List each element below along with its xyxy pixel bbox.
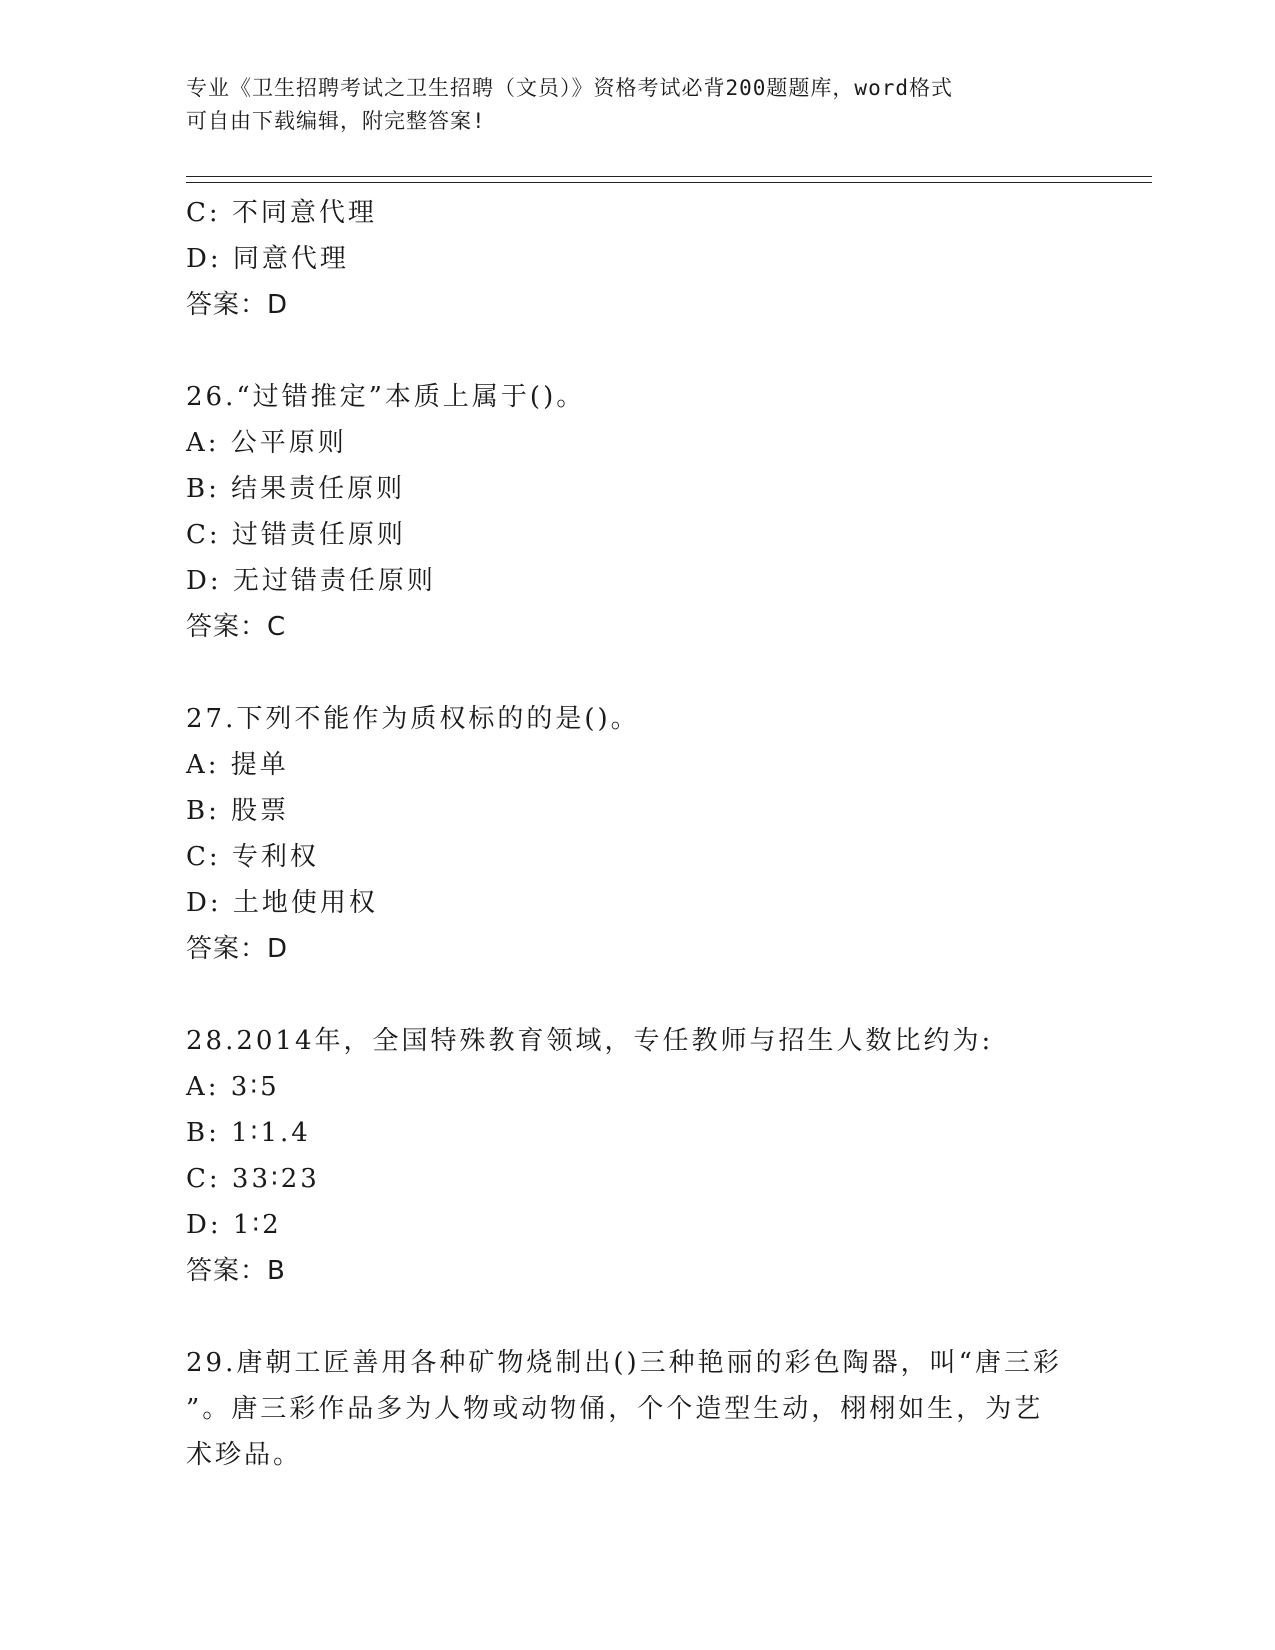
answer: 答案：C: [186, 612, 287, 642]
question-text-line-1: 29.唐朝工匠善用各种矿物烧制出()三种艳丽的彩色陶器，叫“唐三彩: [186, 1348, 1062, 1378]
option-c: C: 不同意代理: [186, 198, 377, 228]
option-d: D: 土地使用权: [186, 888, 378, 918]
option-a: A: 公平原则: [186, 428, 347, 458]
answer: 答案：D: [186, 290, 289, 320]
question-26: [186, 374, 1086, 650]
option-d: D: 同意代理: [186, 244, 349, 274]
header-line-2: 可自由下载编辑，附完整答案!: [186, 109, 486, 133]
header-rule-top: [186, 176, 1152, 177]
document-header: [186, 72, 1066, 138]
answer: 答案：D: [186, 934, 289, 964]
document-body: [186, 190, 1086, 1478]
question-text: 26.“过错推定”本质上属于()。: [186, 382, 586, 412]
option-a: A: 提单: [186, 750, 289, 780]
option-c: C: 专利权: [186, 842, 319, 872]
question-29: [186, 1340, 1066, 1478]
question-28: [186, 1018, 1086, 1294]
header-rule-bottom: [186, 182, 1152, 183]
option-b: B: 1∶1.4: [186, 1118, 311, 1148]
option-d: D: 1∶2: [186, 1210, 282, 1240]
question-text-line-2: ”。唐三彩作品多为人物或动物俑，个个造型生动，栩栩如生，为艺: [186, 1394, 1044, 1424]
option-b: B: 股票: [186, 796, 290, 826]
option-c: C: 过错责任原则: [186, 520, 406, 550]
question-text: 28.2014年，全国特殊教育领域，专任教师与招生人数比约为:: [186, 1026, 994, 1056]
answer: 答案：B: [186, 1256, 286, 1286]
question-text: 27.下列不能作为质权标的的是()。: [186, 704, 640, 734]
option-d: D: 无过错责任原则: [186, 566, 436, 596]
header-line-1: 专业《卫生招聘考试之卫生招聘（文员）》资格考试必背200题题库，word格式: [186, 76, 953, 100]
question-25-tail: [186, 190, 1086, 328]
option-c: C: 33∶23: [186, 1164, 320, 1194]
option-a: A: 3∶5: [186, 1072, 280, 1102]
question-27: [186, 696, 1086, 972]
option-b: B: 结果责任原则: [186, 474, 406, 504]
question-text-line-3: 术珍品。: [186, 1440, 303, 1470]
